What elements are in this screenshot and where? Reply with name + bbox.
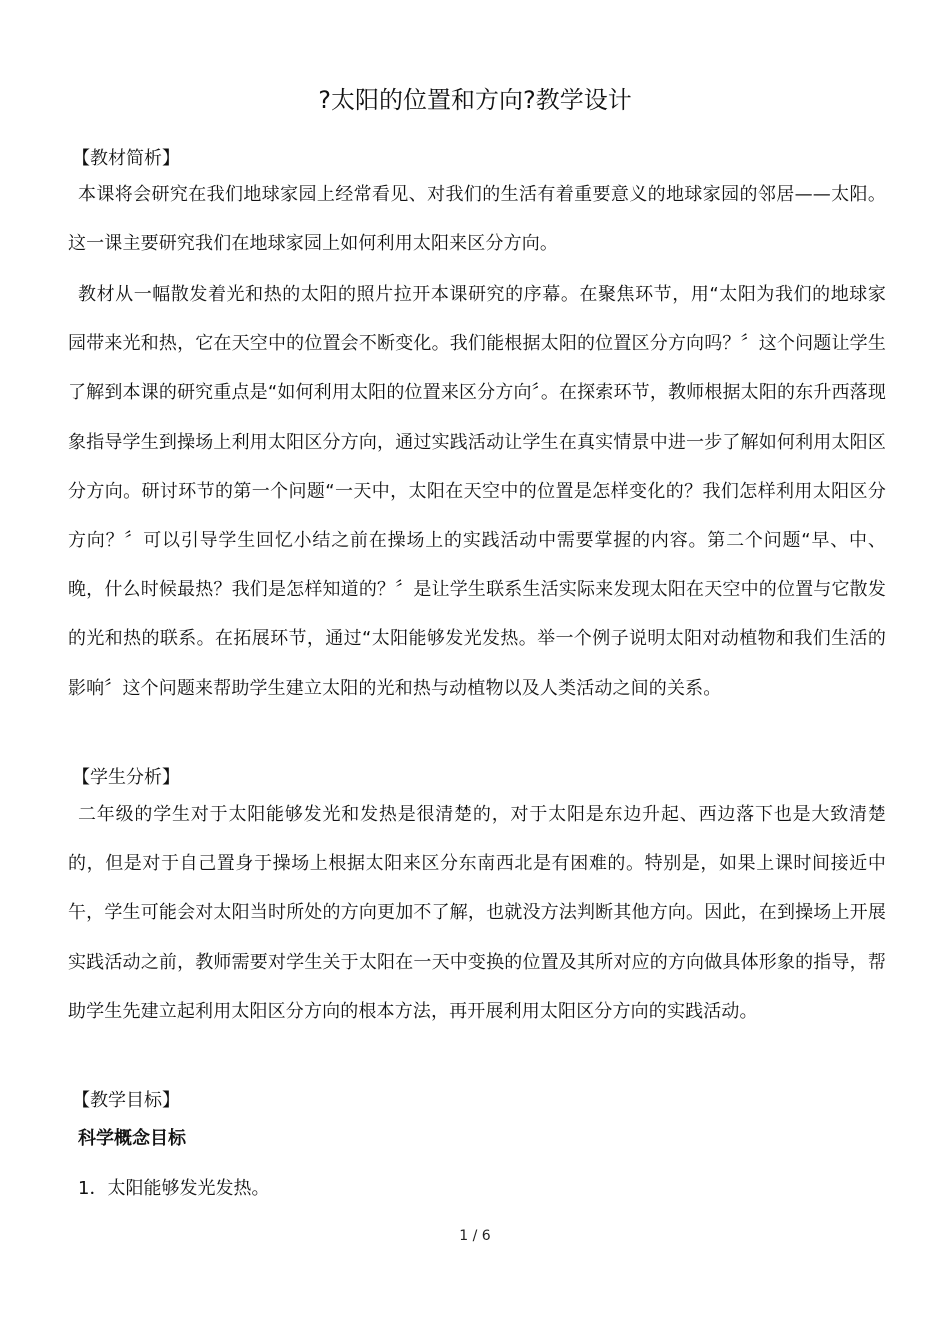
goal-item-1: 1．太阳能够发光发热。 bbox=[78, 1178, 270, 1199]
paragraph-textbook-intro: 本课将会研究在我们地球家园上经常看见、对我们的生活有着重要意义的地球家园的邻居——太阳。这一课主要研究我们在地球家园上如何利用太阳来区分方向。 bbox=[68, 184, 886, 255]
page-number: 1 / 6 bbox=[459, 1228, 491, 1244]
paragraph-textbook-detail: 教材从一幅散发着光和热的太阳的照片拉开本课研究的序幕。在聚焦环节，用“太阳为我们的地球家园带来光和热，它在天空中的位置会不断变化。我们能根据太阳的位置区分方向吗？〞这个问题让学生了解到本课的研究重点是“如何利用太阳的位置来区分方向〞。在探索环节，教师根据太阳的东升西落现象指导学生到操场上利用太阳区分方向，通过实践活动让学生在真实情景中进一步了解如何利用太阳区分方向。研讨环节的第一个问题“一天中，太阳在天空中的位置是怎样变化的？我们怎样利用太阳区分方向？〞可以引导学生回忆小结之前在操场上的实践活动中需要掌握的内容。第二个问题“早、中、晚，什么时候最热？我们是怎样知道的？〞是让学生联系生活实际来发现太阳在天空中的位置与它散发的光和热的联系。在拓展环节，通过“太阳能够发光发热。举一个例子说明太阳对动植物和我们生活的影响〞这个问题来帮助学生建立太阳的光和热与动植物以及人类活动之间的关系。 bbox=[68, 284, 886, 699]
section-heading-textbook-analysis: 【教材简析】 bbox=[72, 148, 180, 169]
section-heading-student-analysis: 【学生分析】 bbox=[72, 767, 180, 788]
document-title: ?太阳的位置和方向?教学设计 bbox=[318, 86, 632, 114]
section-heading-teaching-goals: 【教学目标】 bbox=[72, 1090, 180, 1111]
subheading-science-concept-goals: 科学概念目标 bbox=[78, 1128, 186, 1149]
paragraph-student-analysis: 二年级的学生对于太阳能够发光和发热是很清楚的，对于太阳是东边升起、西边落下也是大致清楚的，但是对于自己置身于操场上根据太阳来区分东南西北是有困难的。特别是，如果上课时间接近中午，学生可能会对太阳当时所处的方向更加不了解，也就没方法判断其他方向。因此，在到操场上开展实践活动之前，教师需要对学生关于太阳在一天中变换的位置及其所对应的方向做具体形象的指导，帮助学生先建立起利用太阳区分方向的根本方法，再开展利用太阳区分方向的实践活动。 bbox=[68, 804, 886, 1022]
